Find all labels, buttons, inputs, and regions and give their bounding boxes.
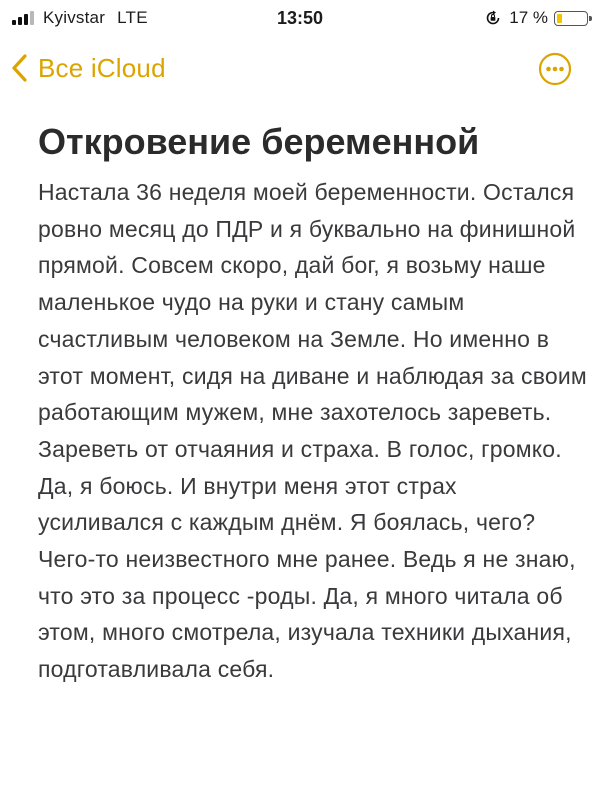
status-right [485,6,588,30]
network-type: LTE [117,8,148,27]
battery-percent: 17 % [509,8,548,27]
orientation-lock-icon [485,10,501,26]
status-time: 13:50 [276,8,324,28]
status-bar [0,0,600,36]
back-button-label: Все iCloud [38,52,166,83]
note-title[interactable]: Откровение беременной [38,121,480,162]
chevron-left-icon [10,53,30,83]
battery-icon [554,11,588,26]
nav-bar [0,44,600,92]
note-content[interactable] [38,118,588,688]
battery-level [557,14,562,23]
ellipsis-circle-icon[interactable] [538,52,572,86]
note-body[interactable]: Настала 36 неделя моей беременности. Остался ровно месяц до ПДР и я буквально на финишной прямой. Совсем скоро, дай бог, я возьму наше маленькое чудо на руки и стану самым счастливым человеком на Земле. Но именно в этот момент, сидя на диване и наблюдая за своим работающим мужем, мне захотелось зареветь. Зареветь от отчаяния и страха. В голос, громко. Да, я боюсь. И внутри меня этот страх усиливался с каждым днём. Я боялась, чего? Чего-то неизвестного мне ранее. Ведь я не знаю, что это за процесс -роды. Да, я много читала об этом, много смотрела, изучала техники дыхания, подготавливала себя. [38,179,587,683]
back-button[interactable] [10,50,166,86]
carrier-name: Kyivstar [43,8,106,27]
